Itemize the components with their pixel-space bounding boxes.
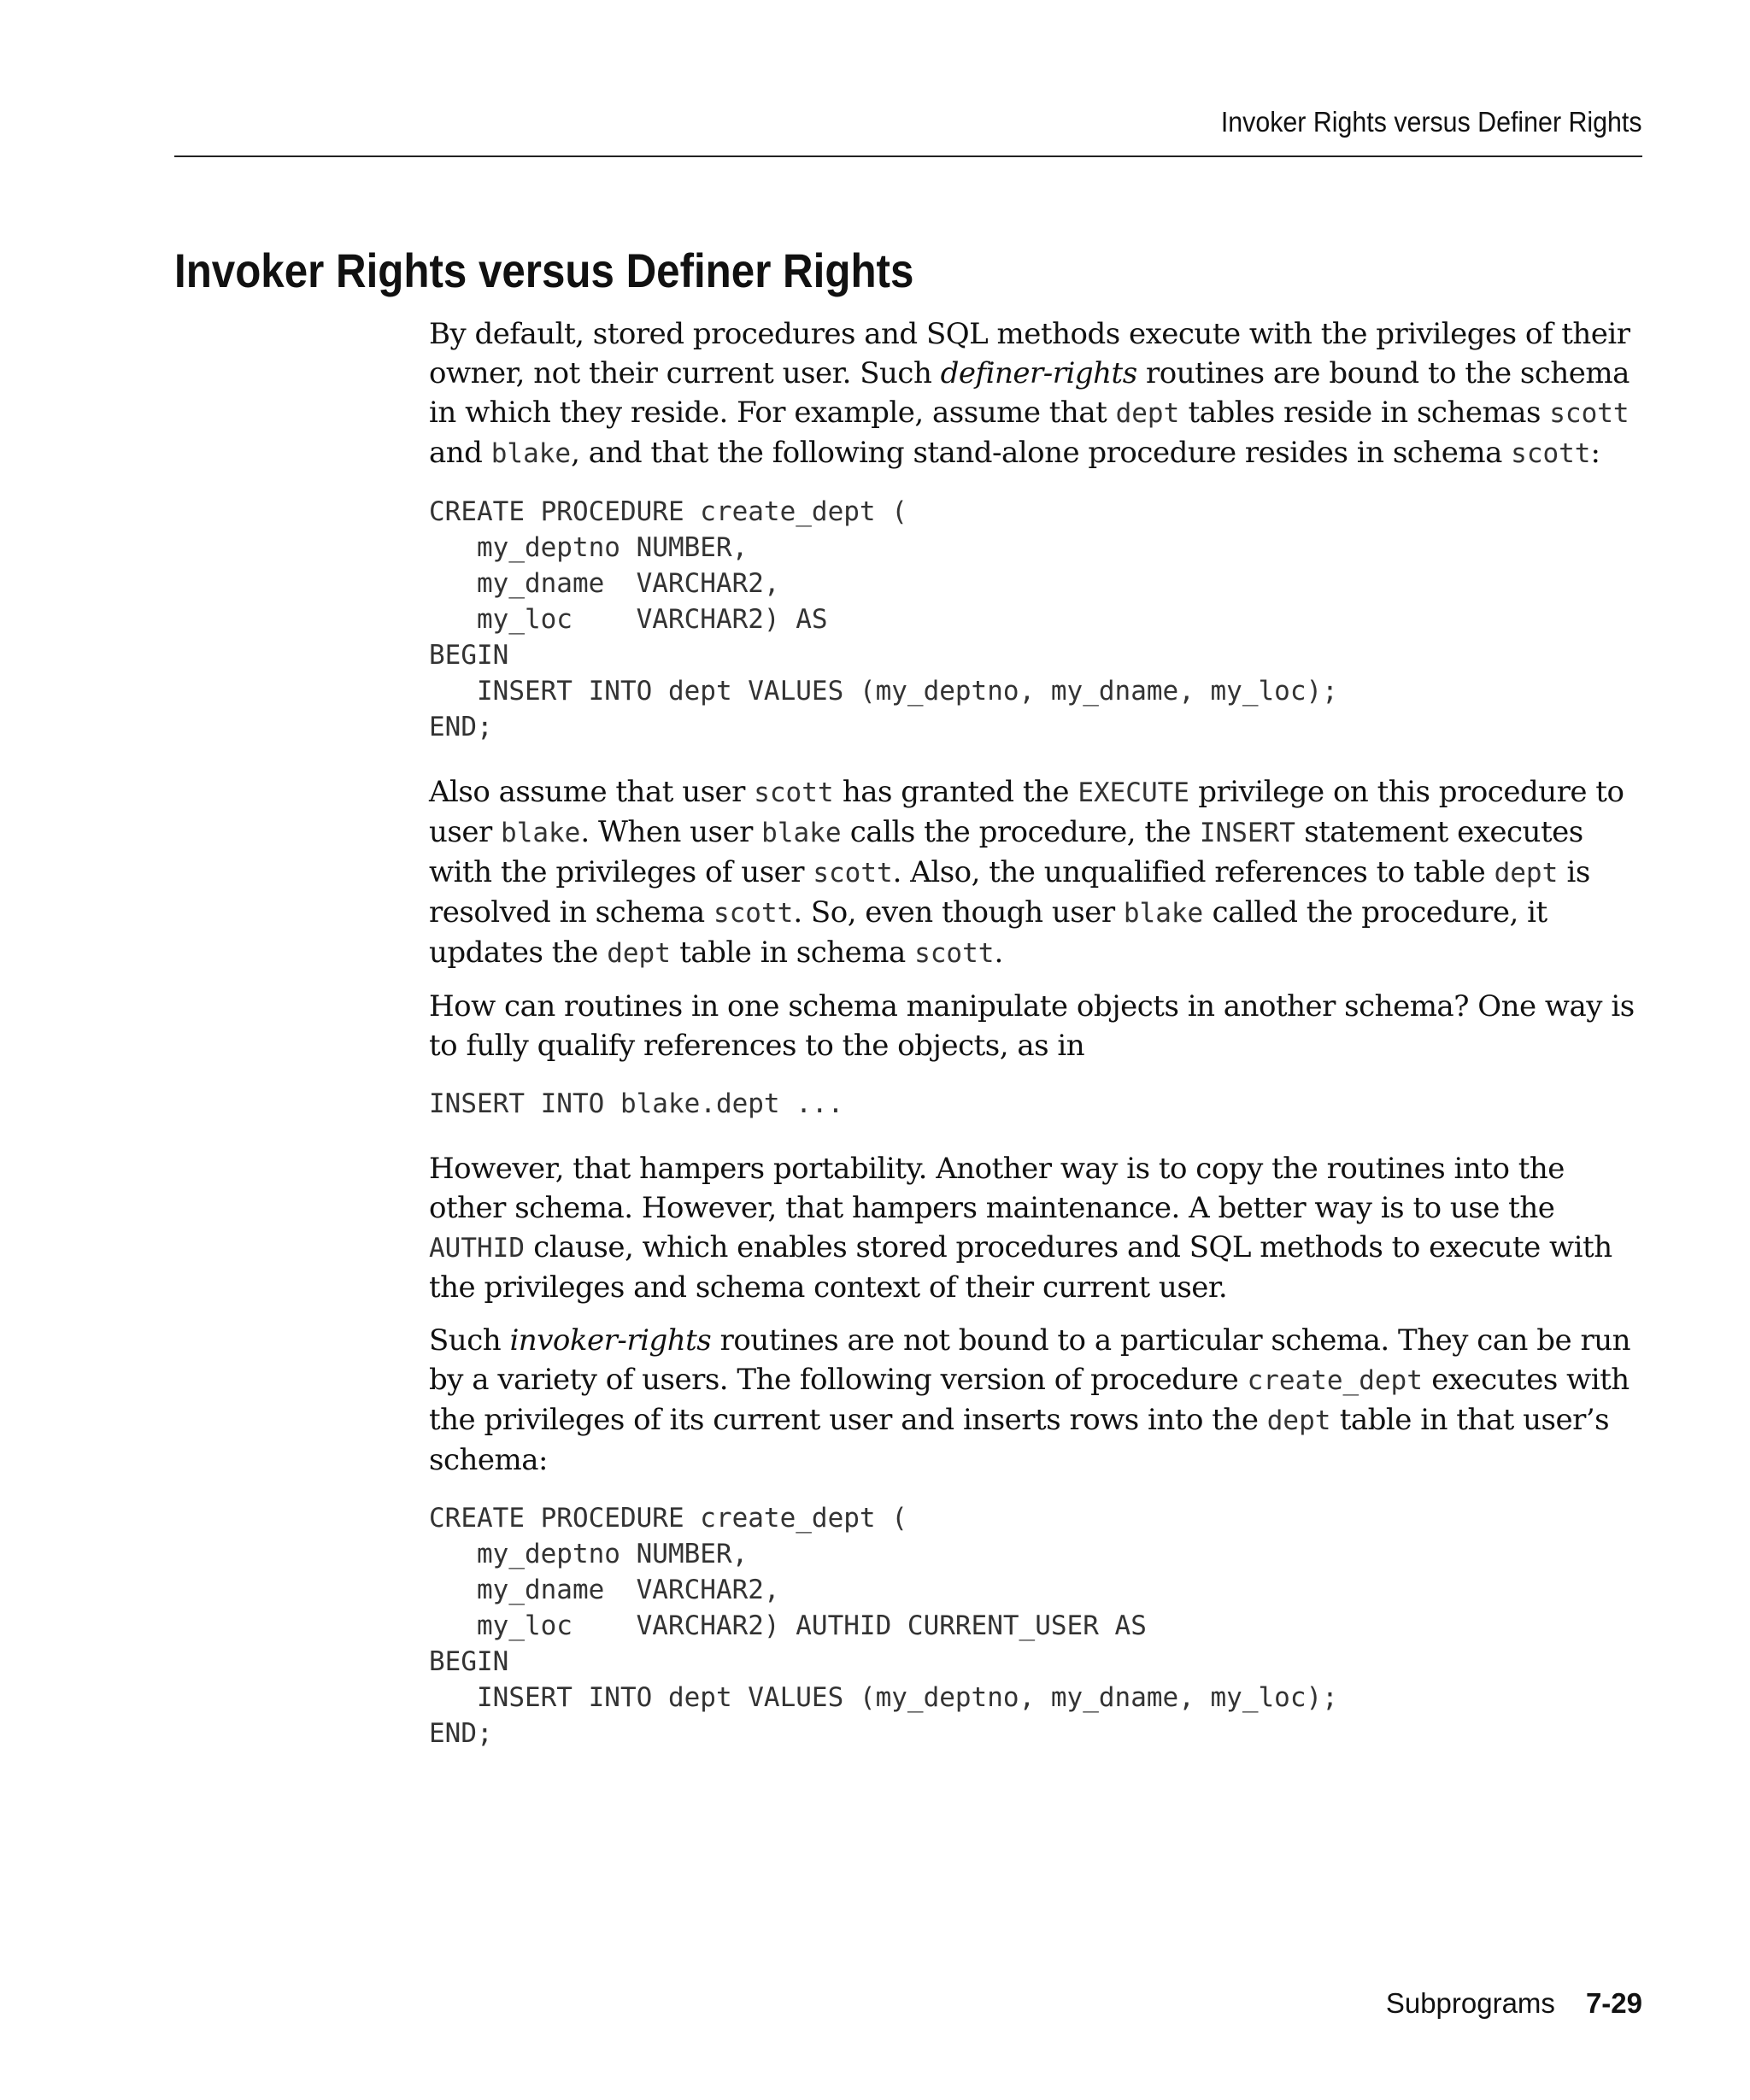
text: routines are bound to the schema in which they reside. For example, assume that (429, 356, 1630, 430)
inline-code: scott (1511, 438, 1591, 469)
paragraph-execute-privilege (429, 772, 1642, 973)
inline-code: blake (1123, 898, 1204, 929)
text: privilege on this procedure to user (429, 775, 1624, 849)
inline-code: create_dept (1247, 1365, 1423, 1396)
text: By default, stored procedures and SQL methods execute with the privileges of their owner, not their current user. Such (429, 317, 1630, 390)
header-rule (174, 155, 1642, 157)
code-block-definer: CREATE PROCEDURE create_dept ( my_deptno NUMBER, my_dname VARCHAR2, my_loc VARCHAR2) AS BEGIN INSERT INTO dept VALUES (my_deptno, my_dname, my_loc); END; (429, 496, 1338, 742)
text: executes with the privileges of its current user and inserts rows into the (429, 1363, 1630, 1437)
text: , and that the following stand-alone procedure resides in schema (571, 436, 1512, 470)
inline-code: AUTHID (429, 1233, 525, 1264)
section-title: Invoker Rights versus Definer Rights (174, 243, 914, 297)
inline-code: EXECUTE (1078, 777, 1189, 808)
inline-code: scott (813, 858, 893, 889)
text: table in schema (670, 936, 915, 970)
footer-chapter: Subprograms (1385, 1987, 1555, 2019)
text: Such (429, 1323, 510, 1358)
paragraph-invoker-rights (429, 1321, 1642, 1480)
text: and (429, 436, 491, 470)
text: tables reside in schemas (1179, 396, 1550, 430)
term-invoker-rights: invoker-rights (509, 1323, 712, 1358)
text: called the procedure, it updates the (429, 895, 1547, 970)
inline-code: dept (1494, 858, 1559, 889)
text: statement executes with the privileges of user (429, 815, 1583, 889)
inline-code: blake (501, 818, 581, 848)
text: . (994, 936, 1003, 970)
text: Also assume that user (429, 775, 755, 809)
running-footer (1386, 1987, 1642, 2020)
inline-code: dept (1115, 398, 1180, 429)
term-definer-rights: definer-rights (940, 356, 1137, 390)
running-header: Invoker Rights versus Definer Rights (1221, 106, 1642, 138)
text: table in that user’s schema: (429, 1403, 1610, 1477)
text: . So, even though user (793, 895, 1124, 930)
inline-code: scott (754, 777, 834, 808)
paragraph-qualify-references (429, 987, 1642, 1065)
inline-code: dept (607, 938, 671, 969)
footer-page-number: 7-29 (1585, 1987, 1642, 2019)
paragraph-definer-rights (429, 314, 1642, 473)
inline-code: INSERT (1199, 818, 1295, 848)
text: clause, which enables stored procedures and SQL methods to execute with the privileges and schema context of their current user. (429, 1230, 1612, 1305)
code-block-invoker: CREATE PROCEDURE create_dept ( my_deptno NUMBER, my_dname VARCHAR2, my_loc VARCHAR2) AUTHID CURRENT_USER AS BEGIN INSERT INTO dept VALUES (my_deptno, my_dname, my_loc); END; (429, 1503, 1338, 1749)
inline-code: dept (1266, 1405, 1331, 1436)
code-block-qualified-insert: INSERT INTO blake.dept ... (429, 1088, 844, 1119)
text: However, that hampers portability. Another way is to copy the routines into the other schema. However, that hampers maintenance. A better way is to use the (429, 1152, 1565, 1225)
inline-code: blake (490, 438, 572, 469)
text: How can routines in one schema manipulate objects in another schema? One way is to fully qualify references to the objects, as in (429, 989, 1635, 1063)
text: calls the procedure, the (841, 815, 1200, 849)
body-text (429, 314, 1642, 1779)
text: . Also, the unqualified references to table (892, 855, 1495, 889)
text: has granted the (833, 775, 1078, 809)
paragraph-authid (429, 1149, 1642, 1307)
inline-code: blake (761, 818, 842, 848)
text: routines are not bound to a particular schema. They can be run by a variety of users. The following version of procedure (429, 1323, 1630, 1397)
text: is resolved in schema (429, 855, 1590, 930)
inline-code: scott (713, 898, 794, 929)
inline-code: scott (1549, 398, 1630, 429)
text: . When user (580, 815, 762, 849)
text: : (1590, 436, 1600, 470)
inline-code: scott (914, 938, 995, 969)
